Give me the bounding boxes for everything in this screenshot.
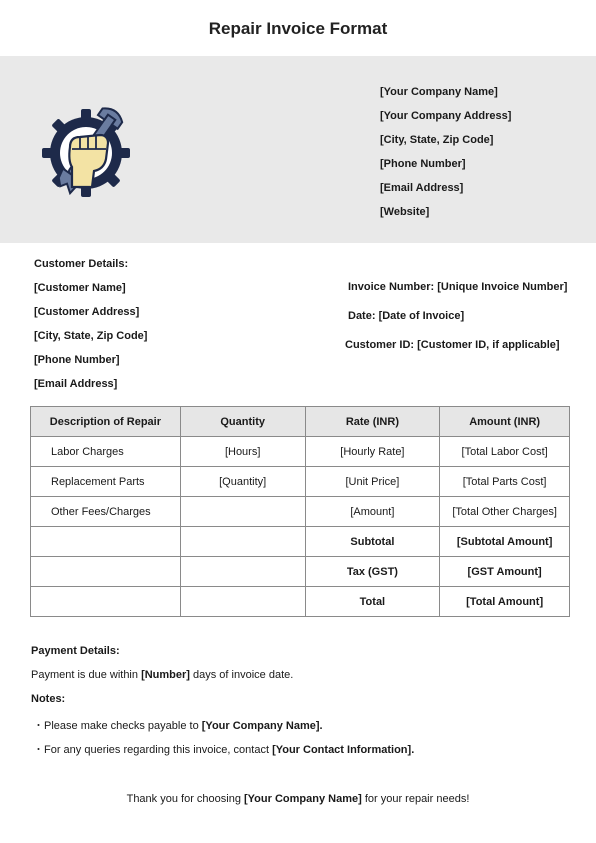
tax-value: [GST Amount] <box>440 557 570 587</box>
table-cell: [Total Labor Cost] <box>440 437 570 467</box>
note-bold: [Your Contact Information] <box>272 744 412 756</box>
document-title: Repair Invoice Format <box>208 19 388 38</box>
note-item <box>33 741 414 757</box>
company-info <box>380 84 511 228</box>
table-cell: [Hours] <box>180 437 305 467</box>
note-item <box>33 717 323 733</box>
company-address: [Your Company Address] <box>380 110 512 122</box>
subtotal-label: Subtotal <box>305 527 440 557</box>
table-cell: Other Fees/Charges <box>31 497 181 527</box>
invoice-number-label: Invoice Number: <box>348 281 438 293</box>
note-bold: [Your Company Name] <box>201 720 320 732</box>
customer-id-value: [Customer ID, if applicable] <box>417 339 560 351</box>
payment-days: [Number] <box>141 669 190 681</box>
column-header-rate: Rate (INR) <box>305 407 440 437</box>
subtotal-value: [Subtotal Amount] <box>440 527 570 557</box>
customer-name: [Customer Name] <box>34 282 126 294</box>
company-email: [Email Address] <box>380 182 464 194</box>
table-cell: [Unit Price] <box>305 467 440 497</box>
table-cell: [Hourly Rate] <box>305 437 440 467</box>
table-cell <box>31 527 181 557</box>
bullet-icon: ・ <box>33 720 44 732</box>
payment-heading: Payment Details: <box>31 645 120 657</box>
total-label: Total <box>305 587 440 617</box>
company-name: [Your Company Name] <box>380 86 498 98</box>
customer-id <box>345 339 560 351</box>
customer-details <box>34 256 147 400</box>
company-website: [Website] <box>380 206 430 218</box>
notes-heading: Notes: <box>31 693 66 705</box>
customer-heading: Customer Details: <box>34 258 129 270</box>
payment-text-start: Payment is due within <box>31 669 142 681</box>
table-row <box>31 467 570 497</box>
subtotal-row <box>31 527 570 557</box>
table-cell <box>31 587 181 617</box>
table-header-row <box>31 407 570 437</box>
table-row <box>31 497 570 527</box>
note-text: Please make checks payable to <box>44 720 202 732</box>
wrench-gear-fist-icon <box>36 103 136 203</box>
total-value: [Total Amount] <box>440 587 570 617</box>
footer-thanks <box>0 793 596 805</box>
invoice-number <box>348 281 567 293</box>
payment-text <box>31 669 293 681</box>
table-cell <box>180 587 305 617</box>
invoice-date <box>348 310 464 322</box>
tax-row <box>31 557 570 587</box>
customer-address: [Customer Address] <box>34 306 140 318</box>
table-cell: [Amount] <box>305 497 440 527</box>
company-city-state-zip: [City, State, Zip Code] <box>380 134 494 146</box>
customer-email: [Email Address] <box>34 378 118 390</box>
payment-text-end: days of invoice date. <box>189 669 294 681</box>
note-period: . <box>411 744 415 756</box>
invoice-date-value: [Date of Invoice] <box>378 310 465 322</box>
table-cell <box>180 557 305 587</box>
customer-id-label: Customer ID: <box>345 339 418 351</box>
table-cell: [Quantity] <box>180 467 305 497</box>
footer-text-end: for your repair needs! <box>361 793 470 805</box>
tax-label: Tax (GST) <box>305 557 440 587</box>
table-cell <box>31 557 181 587</box>
total-row <box>31 587 570 617</box>
table-cell <box>180 527 305 557</box>
invoice-date-label: Date: <box>348 310 379 322</box>
table-cell: Replacement Parts <box>31 467 181 497</box>
table-row <box>31 437 570 467</box>
note-text: For any queries regarding this invoice, contact <box>44 744 273 756</box>
column-header-amount: Amount (INR) <box>440 407 570 437</box>
company-phone: [Phone Number] <box>380 158 466 170</box>
footer-company: [Your Company Name] <box>244 793 362 805</box>
table-cell: [Total Other Charges] <box>440 497 570 527</box>
column-header-quantity: Quantity <box>180 407 305 437</box>
footer-text-start: Thank you for choosing <box>126 793 244 805</box>
bullet-icon: ・ <box>33 744 44 756</box>
table-cell <box>180 497 305 527</box>
repair-items-table <box>30 406 570 617</box>
note-period: . <box>319 720 323 732</box>
customer-city-state-zip: [City, State, Zip Code] <box>34 330 148 342</box>
column-header-description: Description of Repair <box>31 407 181 437</box>
table-cell: Labor Charges <box>31 437 181 467</box>
customer-phone: [Phone Number] <box>34 354 120 366</box>
table-cell: [Total Parts Cost] <box>440 467 570 497</box>
invoice-number-value: [Unique Invoice Number] <box>437 281 568 293</box>
